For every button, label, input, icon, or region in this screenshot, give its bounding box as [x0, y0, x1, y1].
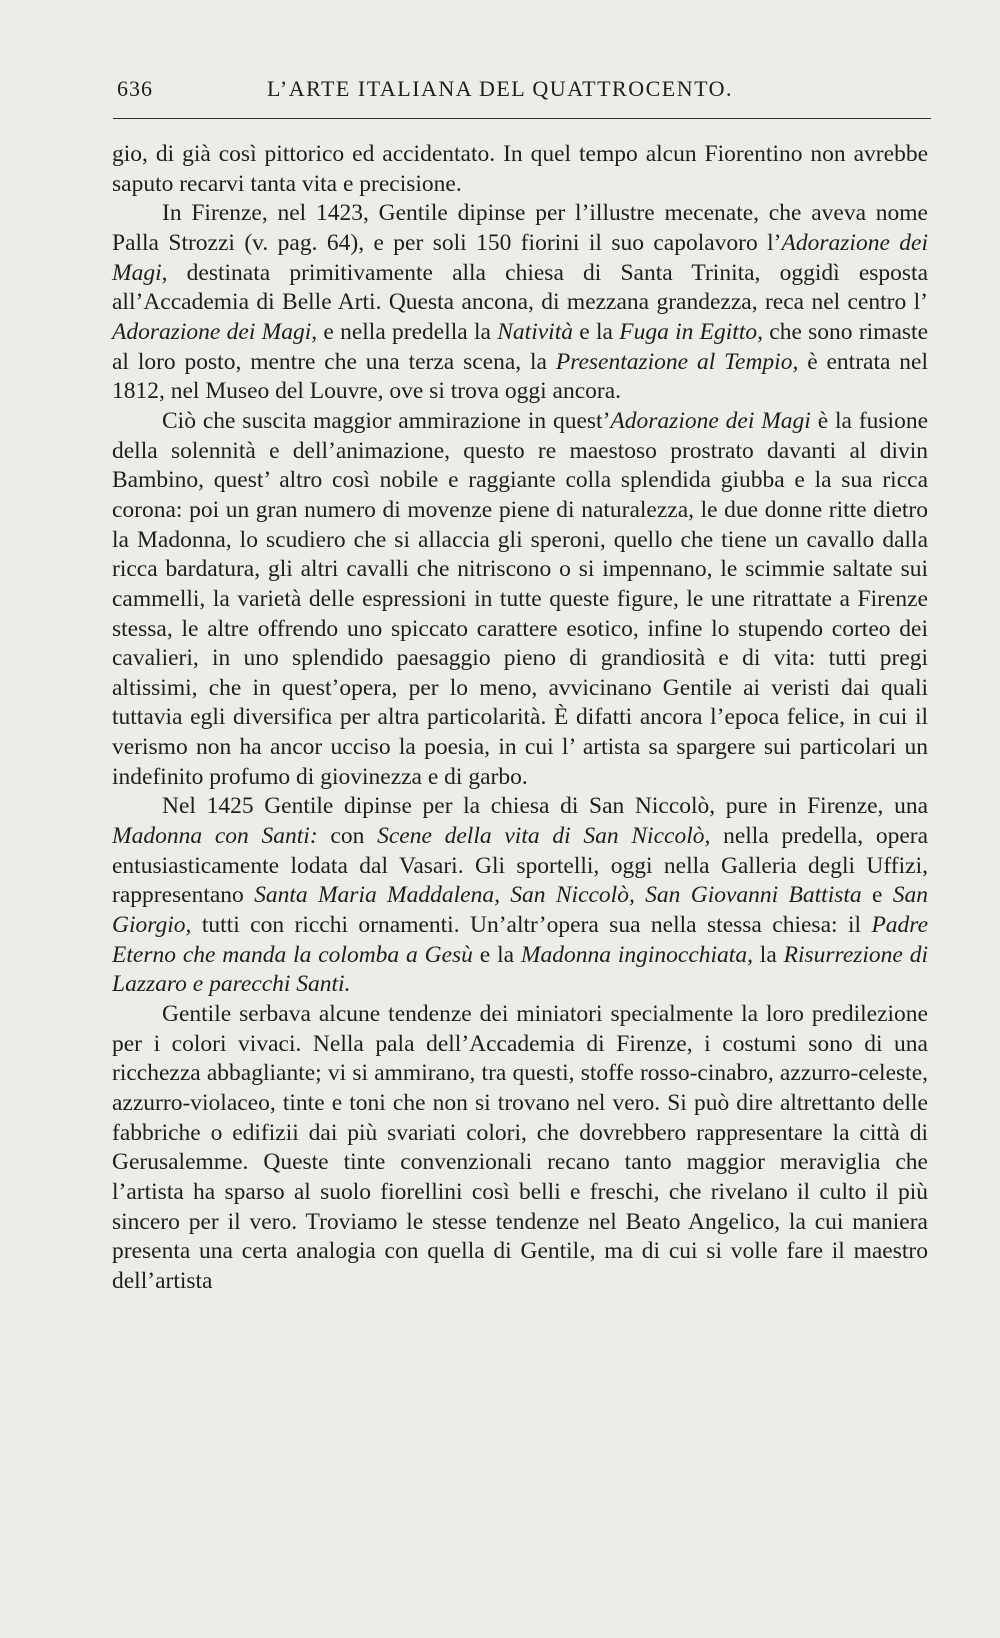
italic-title: Adorazione dei Magi	[610, 407, 811, 434]
paragraph-1	[112, 140, 928, 199]
running-header	[117, 70, 932, 110]
text-run: e la	[472, 941, 521, 968]
text-run: e	[861, 882, 893, 909]
text-run: destinata primitivamente alla chiesa di Santa Trinita, oggidì esposta all’Accademia di Belle Arti. Questa ancona, di mezzana grandezza, reca nel centro l’	[112, 259, 928, 316]
text-run: con	[317, 823, 378, 850]
text-run: è entrata nel 1812, nel Museo del Louvre, ove si trova oggi ancora.	[112, 348, 928, 405]
paragraph-5	[112, 1000, 928, 1297]
header-rule	[113, 118, 931, 119]
italic-title: Natività	[497, 318, 573, 345]
page-number: 636	[117, 76, 153, 101]
italic-title: Fuga in Egitto,	[619, 318, 763, 345]
italic-title: Padre Eterno che manda la colomba a Gesù	[112, 912, 928, 968]
italic-title: Santa Maria Maddalena, San Niccolò, San Giovanni Battista	[254, 882, 862, 909]
italic-title: Presentazione al Tempio,	[555, 348, 799, 375]
text-run: e la	[572, 318, 620, 345]
paragraph-3	[112, 407, 928, 793]
text-run: che sono rimaste al loro posto, mentre che una terza scena, la	[112, 318, 929, 375]
text-run: gio, di già così pittorico ed accidentato. In quel tempo alcun Fiorentino non avrebbe saputo recarvi tanta vita e precisione.	[112, 141, 928, 197]
italic-title: San Giorgio,	[112, 882, 928, 939]
text-run: Ciò che suscita maggior ammirazione in quest’	[162, 407, 611, 434]
italic-title: Madonna inginocchiata,	[520, 941, 753, 968]
italic-title: Risurrezione di Lazzaro e parecchi Santi.	[112, 941, 928, 998]
body-text	[112, 140, 928, 1297]
text-run: Gentile serbava alcune tendenze dei miniatori specialmente la loro predilezione per i colori vivaci. Nella pala dell’Accademia di Firenze, i costumi sono di una ricchezza abbagliante; vi si ammirano, tra questi, stoffe rosso-cinabro, azzurro-celeste, azzurro-violaceo, tinte e toni che non si trovano nel vero. Si può dire altrettanto delle fabbriche o edifizii dai più svariati colori, che dovrebbero rappresentare la città di Gerusalemme. Queste tinte convenzionali recano tanto maggior meraviglia che l’artista ha sparso al suolo fiorellini così belli e freschi, che rivelano il culto il più sincero per il vero. Troviamo le stesse tendenze nel Beato Angelico, la cui maniera presenta una certa analogia con quella di Gentile, ma di cui si volle fare il maestro dell’artista	[112, 1001, 928, 1294]
text-run: la	[752, 941, 784, 968]
text-run: è la fusione della solennità e dell’animazione, questo re maestoso prostrato davanti al divin Bambino, quest’ altro così nobile e raggiante colla splendida giubba e la sua ricca corona: poi un gran numero di movenze piene di naturalezza, le due donne ritte dietro la Madonna, lo scudiero che si allaccia gli speroni, quello che tiene un cavallo dalla ricca bardatura, gli altri cavalli che nitriscono o si impennano, le scimmie saltate sui cammelli, la varietà delle espressioni in tutte queste figure, le une ritrattate a Firenze stessa, le altre offrendo uno spiccato carattere esotico, infine lo stupendo corteo dei cavalieri, in uno splendido paesaggio pieno di grandiosità e di vita: tutti pregi altissimi, che in quest’opera, per lo meno, avvicinano Gentile ai veristi dai quali tuttavia egli diversifica per altra particolarità. È difatti ancora l’epoca felice, in cui il verismo non ha ancor ucciso la poesia, in cui l’ artista sa spargere sui particolari un indefinito profumo di giovinezza e di garbo.	[112, 407, 928, 790]
text-run: Nel 1425 Gentile dipinse per la chiesa di San Niccolò, pure in Firenze, una	[162, 793, 928, 820]
italic-title: Adorazione dei Magi,	[112, 229, 928, 286]
paragraph-2	[112, 199, 928, 407]
italic-title: Scene della vita di San Niccolò,	[377, 823, 711, 850]
italic-title: Adorazione dei Magi,	[112, 318, 318, 345]
running-title: L’ARTE ITALIANA DEL QUATTROCENTO.	[267, 76, 734, 101]
paragraph-4	[112, 792, 928, 1000]
text-run: tutti con ricchi ornamenti. Un’altr’opera sua nella stessa chiesa: il	[191, 912, 872, 939]
text-run: In Firenze, nel 1423, Gentile dipinse per l’illustre mecenate, che aveva nome Palla Strozzi (v. pag. 64), e per soli 150 fiorini il suo capolavoro l’	[112, 200, 928, 256]
text-run: e nella predella la	[317, 318, 498, 345]
italic-title: Madonna con Santi:	[112, 823, 318, 850]
text-run: nella predella, opera entusiasticamente lodata dal Vasari. Gli sportelli, oggi nella Galleria degli Uffizi, rappresentano	[112, 823, 928, 909]
